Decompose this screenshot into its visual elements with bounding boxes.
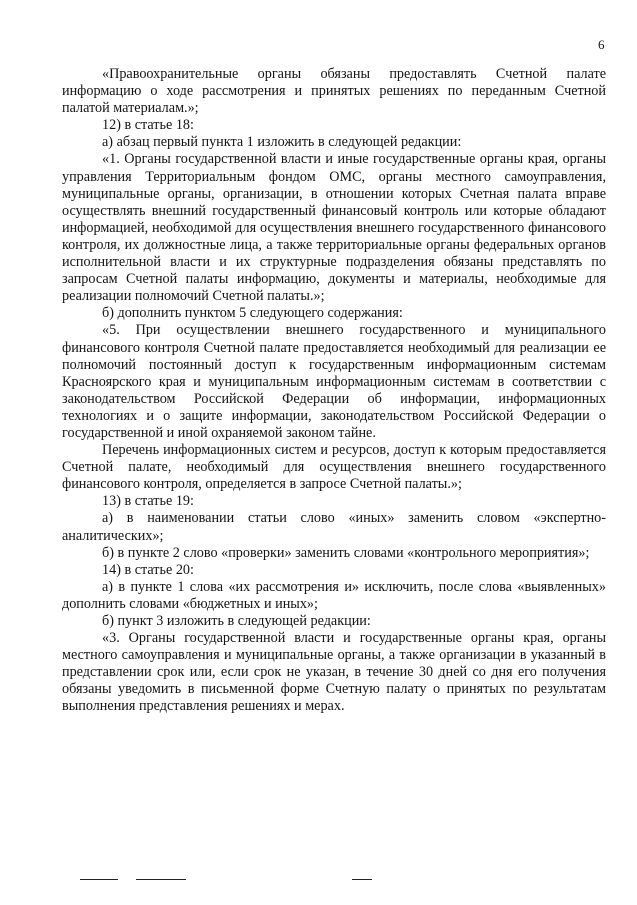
paragraph-quote-3: «3. Органы государственной власти и государственные органы края, органы местного самоуправления и муниципальные органы, а также организации в указанный в представлении срок или, если срок не указан, в течение 30 дней со дня его получения обязаны уведомить в письменной форме Счетную палату о принятых по результатам выполнения представления решениях и мерах. xyxy=(62,630,606,715)
bottom-scan-marks xyxy=(0,879,637,883)
paragraph-item-14: 14) в статье 20: xyxy=(102,561,194,578)
paragraph-item-13: 13) в статье 19: xyxy=(102,493,194,510)
paragraph-item-13b: б) в пункте 2 слово «проверки» заменить словами «контрольного мероприятия»; xyxy=(102,544,590,561)
paragraph-item-12b: б) дополнить пунктом 5 следующего содержания: xyxy=(102,305,403,322)
scan-mark-line xyxy=(352,879,372,880)
scan-mark-line xyxy=(80,879,118,880)
paragraph-quote-1: «1. Органы государственной власти и иные государственные органы края, органы управления Территориальным фондом ОМС, органы местного самоуправления, муниципальные органы, организации, в отношении которых Счетная палата вправе осуществлять внешний государственный финансовый контроль или которые обладают информацией, необходимой для осуществления внешнего государственного финансового контроля, их должностные лица, а также территориальные органы федеральных органов исполнительной власти и их структурные подразделения обязаны представлять по запросам Счетной палаты информацию, документы и материалы, необходимые для реализации полномочий Счетной палаты.»; xyxy=(62,151,606,305)
paragraph-item-12a: а) абзац первый пункта 1 изложить в следующей редакции: xyxy=(102,134,462,151)
paragraph-item-13a: а) в наименовании статьи слово «иных» заменить словом «экспертно-аналитических»; xyxy=(62,510,606,544)
paragraph-item-14b: б) пункт 3 изложить в следующей редакции: xyxy=(102,613,371,629)
scan-mark-line xyxy=(136,879,186,880)
paragraph-item-12: 12) в статье 18: xyxy=(102,117,194,134)
page-number: 6 xyxy=(598,37,605,52)
paragraph-quote-5-cont: Перечень информационных систем и ресурсов, доступ к которым предоставляется Счетной палате, необходимый для осуществления внешнего государственного финансового контроля, определяется в запросе Счетной палаты.»; xyxy=(62,442,606,493)
paragraph-quote-5: «5. При осуществлении внешнего государственного и муниципального финансового контроля Счетной палате предоставляется необходимый для реализации ее полномочий постоянный доступ к государственным информационным системам Красноярского края и муниципальным информационным системам в соответствии с законодательством Российской Федерации об информации, информационных технологиях и о защите информации, законодательством Российской Федерации о государственной и иной охраняемой законом тайне. xyxy=(62,322,606,441)
document-body xyxy=(62,66,606,716)
paragraph-item-14a: а) в пункте 1 слова «их рассмотрения и» исключить, после слова «выявленных» дополнить словами «бюджетных и иных»; xyxy=(62,578,606,612)
paragraph-quote-law-enforcement: «Правоохранительные органы обязаны предоставлять Счетной палате информацию о ходе рассмотрения и принятых решениях по переданным Счетной палатой материалам.»; xyxy=(62,66,606,117)
